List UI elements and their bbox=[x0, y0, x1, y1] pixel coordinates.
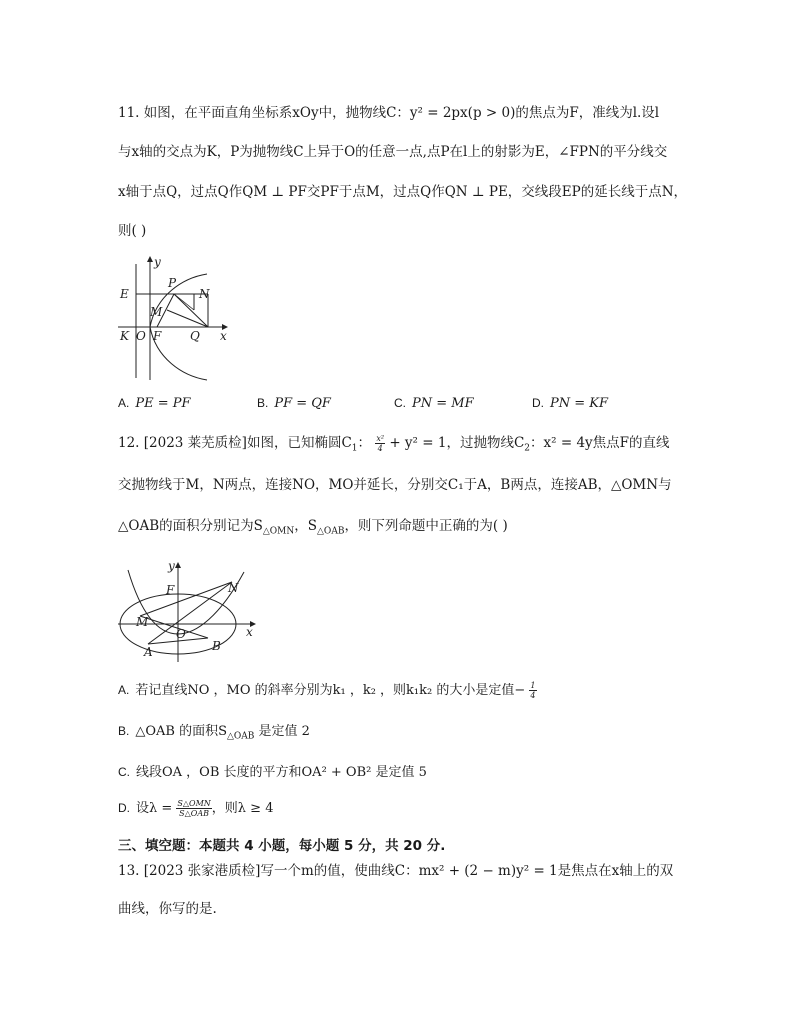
q12-line-2: 交抛物线于M，N两点，连接NO，MO并延长，分别交C₁于A，B两点，连接AB，△OMN与 bbox=[118, 477, 672, 493]
q11-label-Q: Q bbox=[190, 329, 200, 343]
q12-option-a-num: 1 bbox=[530, 681, 536, 690]
q12-figure bbox=[116, 558, 266, 664]
q11-option-d-text: PN = KF bbox=[550, 396, 609, 411]
q11-label-P: P bbox=[168, 276, 177, 290]
q12-option-c-label: C. bbox=[118, 765, 130, 779]
q12-option-b[interactable] bbox=[118, 720, 310, 742]
q12-option-d-pre: 设λ = bbox=[136, 801, 173, 816]
q11-option-a-text: PE = PF bbox=[135, 396, 191, 411]
q12-line-3-pre: △OAB的面积分别记为S bbox=[118, 518, 263, 534]
q12-line-1 bbox=[118, 434, 670, 458]
q12-line-1-post: + y² = 1，过抛物线C bbox=[389, 435, 525, 451]
q12-option-d-num: S△OMN bbox=[177, 799, 211, 808]
q12-option-d[interactable] bbox=[118, 797, 273, 818]
q12-option-d-end: ，则λ ≥ 4 bbox=[211, 801, 274, 816]
q12-label-O: O bbox=[176, 627, 186, 641]
q12-line-3-sub1: △OMN bbox=[262, 526, 295, 537]
q12-option-a-label: A. bbox=[118, 683, 130, 697]
q12-option-b-end: 是定值 2 bbox=[254, 724, 310, 739]
q11-label-N: N bbox=[199, 287, 210, 301]
q11-label-x: x bbox=[220, 329, 227, 343]
q12-option-a-den: 4 bbox=[530, 691, 536, 700]
q11-line-2: 与x轴的交点为K，P为抛物线C上异于O的任意一点,点P在l上的射影为E，∠FPN的平分线交 bbox=[118, 144, 668, 160]
q11-line-1: 11. 如图，在平面直角坐标系xOy中，抛物线C：y² = 2px(p > 0)的焦点为F，准线为l.设l bbox=[118, 105, 660, 121]
q12-line-1-sub: 1 bbox=[351, 443, 358, 454]
q11-option-a-label: A. bbox=[118, 396, 130, 410]
section-3-heading: 三、填空题：本题共 4 小题，每小题 5 分，共 20 分. bbox=[118, 838, 446, 854]
q12-fraction bbox=[375, 434, 385, 453]
q12-label-M: M bbox=[136, 615, 149, 629]
q12-label-F: F bbox=[166, 583, 175, 597]
q12-line-3 bbox=[118, 517, 508, 541]
q12-option-d-label: D. bbox=[118, 801, 130, 815]
q12-option-b-pre: △OAB 的面积S bbox=[135, 724, 227, 739]
q11-option-d[interactable] bbox=[532, 396, 608, 411]
q12-frac-num: x² bbox=[376, 434, 385, 443]
q11-label-K: K bbox=[120, 329, 129, 343]
q11-option-d-label: D. bbox=[532, 396, 544, 410]
q12-option-b-sub: △OAB bbox=[226, 731, 255, 742]
q11-option-a[interactable] bbox=[118, 396, 191, 411]
q11-label-y: y bbox=[154, 255, 161, 269]
q11-label-O: O bbox=[136, 329, 146, 343]
q11-option-c-label: C. bbox=[394, 396, 406, 410]
q11-label-F: F bbox=[153, 329, 162, 343]
q12-option-d-frac bbox=[176, 799, 211, 818]
q12-line-1-colon: ： bbox=[357, 435, 372, 451]
q12-option-c-text: 线段OA ，OB 长度的平方和OA² + OB² 是定值 5 bbox=[136, 765, 427, 780]
q12-line-1-end: ：x² = 4y焦点F的直线 bbox=[530, 435, 670, 451]
q12-label-x: x bbox=[246, 625, 253, 639]
q12-label-B: B bbox=[212, 639, 221, 653]
q12-frac-den: 4 bbox=[377, 444, 383, 453]
q13-line-2: 曲线，你写的是. bbox=[118, 901, 217, 917]
q12-label-y: y bbox=[168, 559, 175, 573]
q12-line-3-end: ，则下列命题中正确的为( ) bbox=[344, 518, 508, 534]
q12-option-c[interactable] bbox=[118, 761, 427, 780]
q11-option-b[interactable] bbox=[257, 396, 331, 411]
q12-line-3-sub2: △OAB bbox=[317, 526, 345, 537]
q11-label-M: M bbox=[150, 305, 163, 319]
q12-line-1-sub2: 2 bbox=[524, 443, 531, 454]
q11-figure bbox=[112, 252, 232, 384]
q12-line-3-mid: ，S bbox=[294, 518, 318, 534]
q11-option-b-text: PF = QF bbox=[274, 396, 331, 411]
q12-option-b-label: B. bbox=[118, 724, 130, 738]
q11-label-E: E bbox=[120, 287, 129, 301]
q12-option-a[interactable] bbox=[118, 679, 537, 700]
q12-label-A: A bbox=[144, 645, 153, 659]
q11-option-c-text: PN = MF bbox=[412, 396, 474, 411]
q11-line-3: x轴于点Q，过点Q作QM ⊥ PF交PF于点M，过点Q作QN ⊥ PE，交线段EP的延长线于点N， bbox=[118, 184, 688, 200]
q12-option-d-den: S△OAB bbox=[179, 809, 210, 818]
q11-option-c[interactable] bbox=[394, 396, 474, 411]
q11-option-b-label: B. bbox=[257, 396, 269, 410]
q12-option-a-text: 若记直线NO ，MO 的斜率分别为k₁ ，k₂ ，则k₁k₂ 的大小是定值− bbox=[135, 683, 526, 698]
q12-label-N: N bbox=[228, 581, 239, 595]
q11-line-4: 则( ) bbox=[118, 223, 147, 239]
q12-line-1-pre: 12. [2023 莱芜质检]如图，已知椭圆C bbox=[118, 435, 352, 451]
q13-line-1: 13. [2023 张家港质检]写一个m的值，使曲线C：mx² + (2 − m)y² = 1是焦点在x轴上的双 bbox=[118, 863, 674, 879]
q12-option-a-frac bbox=[529, 681, 536, 700]
